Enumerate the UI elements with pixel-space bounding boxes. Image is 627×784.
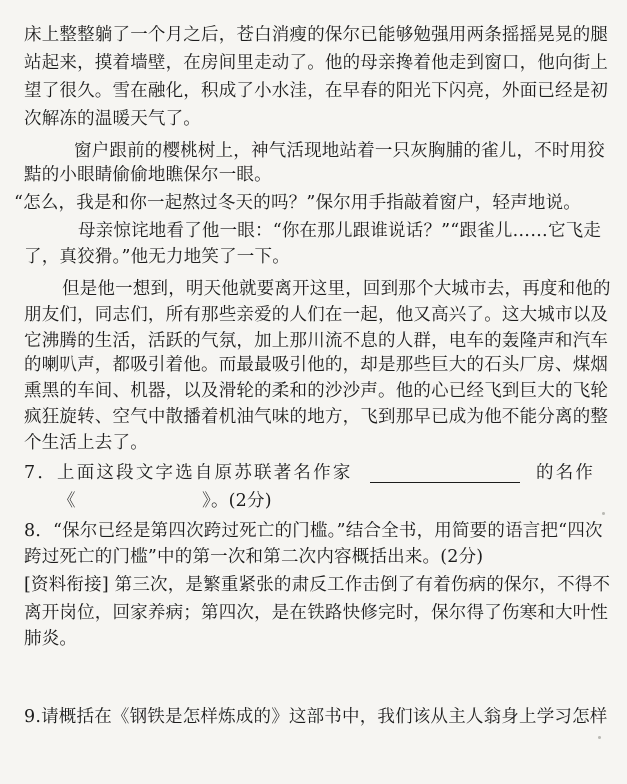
- passage-line-1: 床上整整躺了一个月之后，苍白消瘦的保尔已能够勉强用两条摇摇晃晃的腿: [24, 25, 609, 45]
- q8-material-note-line-3: 肺炎。: [24, 629, 78, 649]
- q8-material-note-line-1: [资料衔接] 第三次，是繁重紧张的肃反工作击倒了有着伤病的保尔，不得不: [24, 575, 611, 595]
- q7-title-close-and-score: 》。(2分): [202, 491, 272, 511]
- passage-line-10: 但是他一想到，明天他就要离开这里，回到那个大城市去，再度和他的: [62, 279, 611, 299]
- passage-line-16: 个生活上去了。: [24, 433, 148, 453]
- passage-line-2: 站起来，摸着墙壁，在房间里走动了。他的母亲搀着他走到窗口，他向街上: [24, 53, 609, 73]
- q8-material-note-line-2: 离开岗位，回家养病；第四次，是在铁路快修完时，保尔得了伤寒和大叶性: [24, 603, 609, 623]
- question-9-line-1: 9.请概括在《钢铁是怎样炼成的》这部书中，我们该从主人翁身上学习怎样: [24, 707, 608, 727]
- question-7-text-end: 的名作: [536, 463, 596, 483]
- passage-line-15: 疯狂旋转、空气中散播着机油气味的地方，飞到那早已成为他不能分离的整: [24, 407, 609, 427]
- passage-line-3: 望了很久。雪在融化，积成了小水洼，在早春的阳光下闪亮，外面已经是初: [24, 81, 609, 101]
- passage-line-7: “怎么，我是和你一起熬过冬天的吗？”保尔用手指敲着窗户，轻声地说。: [14, 193, 581, 213]
- passage-line-6: 黠的小眼睛偷偷地瞧保尔一眼。: [24, 165, 272, 185]
- passage-line-8: 母亲惊诧地看了他一眼：“你在那儿跟谁说话？”“跟雀儿……它飞走: [78, 221, 602, 241]
- q7-author-answer-blank[interactable]: [370, 482, 520, 483]
- passage-line-12: 它沸腾的生活，活跃的气氛，加上那川流不息的人群，电车的轰隆声和汽车: [24, 331, 609, 351]
- passage-line-9: 了，真狡猾。”他无力地笑了一下。: [24, 247, 290, 267]
- question-7-text: 7．上面这段文字选自原苏联著名作家: [24, 463, 353, 483]
- question-8-line-1: 8．“保尔已经是第四次跨过死亡的门槛。”结合全书，用简要的语言把“四次: [24, 521, 603, 541]
- passage-line-11: 朋友们，同志们，所有那些亲爱的人们在一起，他又高兴了。这大城市以及: [24, 305, 609, 325]
- scan-speck: [598, 736, 601, 739]
- scan-speck: [602, 512, 605, 515]
- passage-line-14: 熏黑的车间、机器，以及滑轮的柔和的沙沙声。他的心已经飞到巨大的飞轮: [24, 381, 609, 401]
- passage-line-13: 的喇叭声，都吸引着他。而最最吸引他的，却是那些巨大的石头厂房、煤烟: [24, 355, 609, 375]
- q7-book-title-answer-blank[interactable]: [82, 509, 192, 510]
- passage-line-5: 窗户跟前的樱桃树上，神气活现地站着一只灰胸脯的雀儿，不时用狡: [74, 141, 605, 161]
- passage-line-4: 次解冻的温暖天气了。: [24, 109, 201, 129]
- question-8-line-2: 跨过死亡的门槛”中的第一次和第二次内容概括出来。(2分): [24, 547, 484, 567]
- q7-title-open-bracket: 《: [58, 491, 76, 511]
